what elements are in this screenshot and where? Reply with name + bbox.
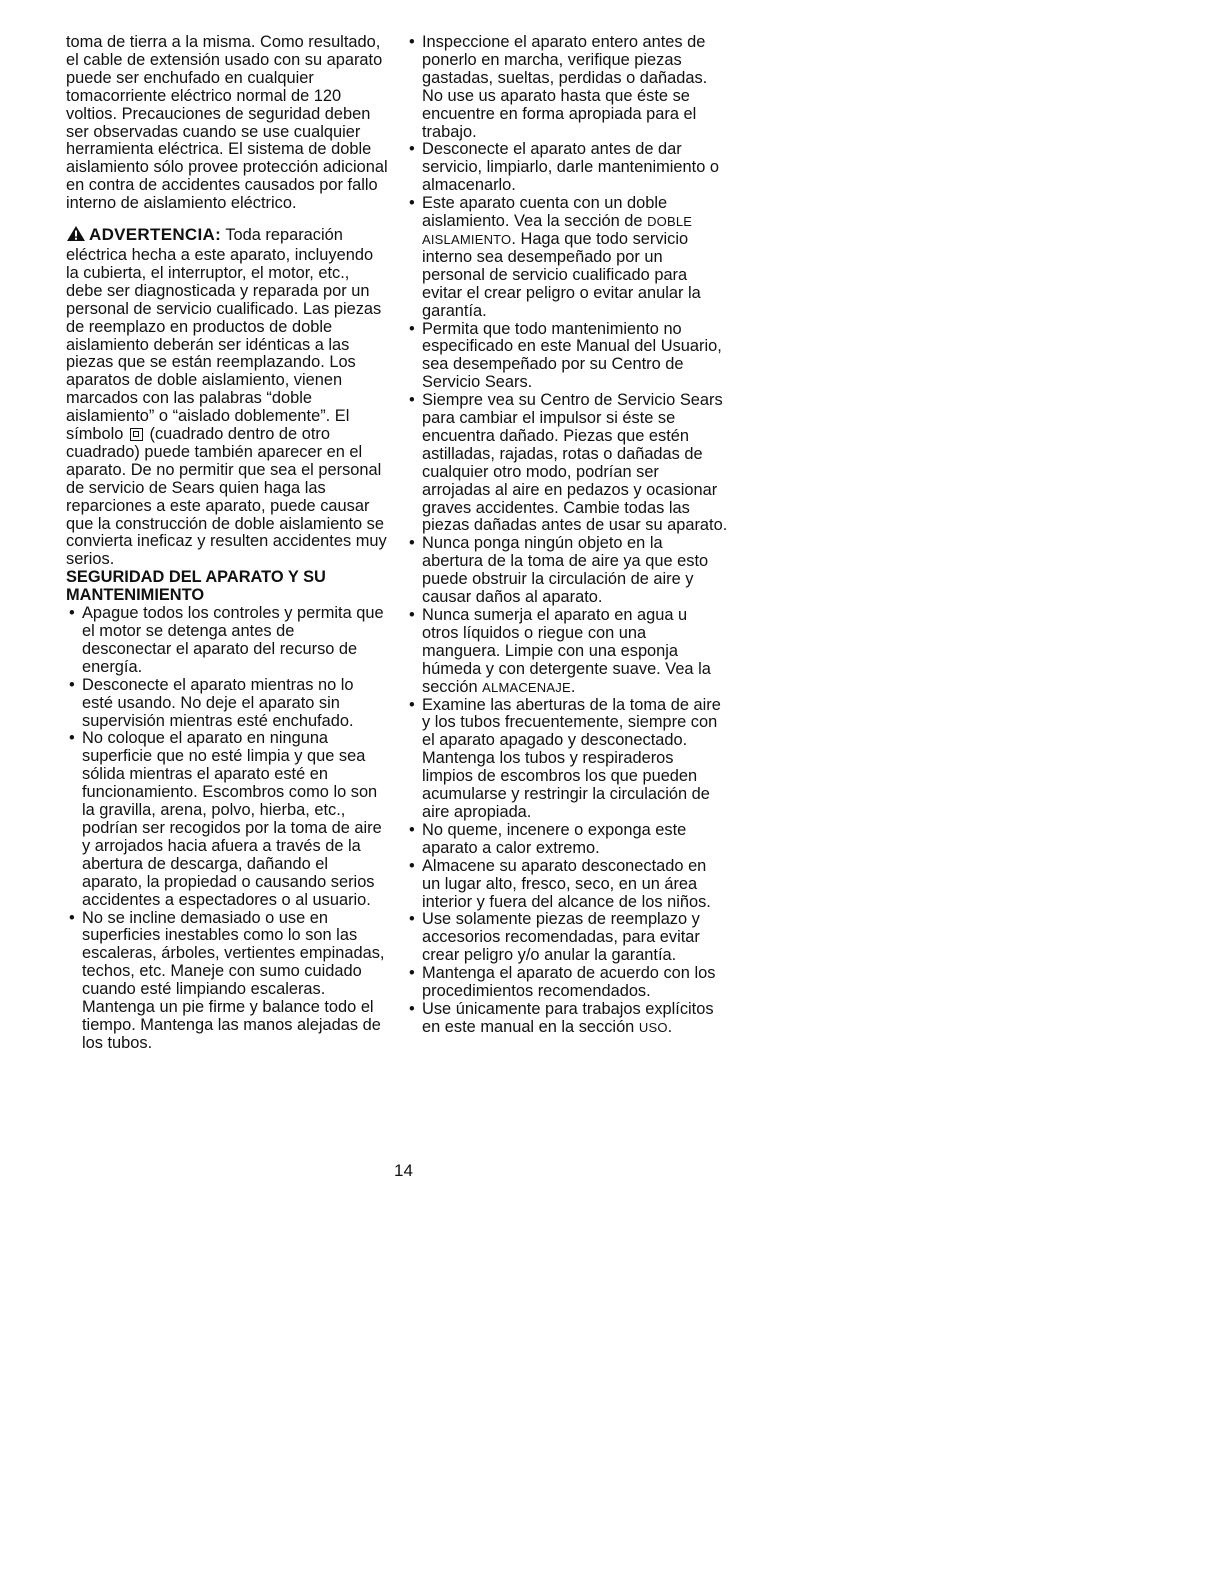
left-bullet-list (66, 605, 388, 1053)
left-column (66, 34, 388, 1053)
list-item (406, 1001, 728, 1037)
list-item: • Inspeccione el aparato entero antes de ponerlo en marcha, verifique piezas gastadas, sueltas, perdidas o dañadas. No use us aparato hasta que éste se encuentre en forma apropiada para el trabajo. (406, 34, 728, 141)
page-number: 14 (394, 1161, 413, 1180)
list-item-text: . (570, 677, 576, 696)
list-item: • No se incline demasiado o use en superficies inestables como lo son las escaleras, árboles, vertientes empinadas, techos, etc. Maneje con sumo cuidado cuando esté limpiando escaleras. Mantenga un pie firme y balance todo el tiempo. Mantenga las manos alejadas de los tubos. (66, 910, 388, 1053)
list-item: • Apague todos los controles y permita que el motor se detenga antes de desconectar el aparato del recurso de energía. (66, 605, 388, 677)
list-item: • No coloque el aparato en ninguna superficie que no esté limpia y que sea sólida mientras el aparato esté en funcionamiento. Escombros como lo son la gravilla, arena, polvo, hierba, etc., podrían ser recogidos por la toma de aire y arrojados hacia afuera a través de la abertura de descarga, dañando el aparato, la propiedad o causando serios accidentes a espectadores o al usuario. (66, 730, 388, 909)
warning-triangle-icon (66, 225, 86, 247)
section-reference: DOBLE AISLAMIENTO (422, 214, 693, 247)
list-item (406, 195, 728, 320)
list-item-text: Use únicamente para trabajos explícitos en este manual en la sección (422, 999, 714, 1036)
section-reference: ALMACENAJE (482, 679, 571, 695)
list-item-text: Nunca sumerja el aparato en agua u otros líquidos o riegue con una manguera. Limpie con una esponja húmeda y con detergente suave. Vea la sección (422, 606, 711, 696)
section-reference: USO (638, 1019, 668, 1035)
list-item: • Use solamente piezas de reemplazo y accesorios recomendadas, para evitar crear peligro y/o anular la garantía. (406, 911, 728, 965)
section-heading: SEGURIDAD DEL APARATO Y SU MANTENIMIENTO (66, 568, 326, 605)
list-item-text: . Haga que todo servicio interno sea desempeñado por un personal de servicio cualificado para evitar el crear peligro o evitar anular la garantía. (422, 229, 701, 320)
list-item: • Desconecte el aparato antes de dar servicio, limpiarlo, darle mantenimiento o almacenarlo. (406, 141, 728, 195)
warning-text-part1: Toda reparación eléctrica hecha a este aparato, incluyendo la cubierta, el interruptor, el motor, etc., debe ser diagnosticada y reparada por un personal de servicio cualificado. Las piezas de reemplazo en productos de doble aislamiento deberán ser idénticas a las piezas que se están reemplazando. Los aparatos de doble aislamiento, vienen marcados con las palabras “doble aislamiento” o “aislado doblemente”. El símbolo (66, 226, 382, 444)
list-item: • Examine las aberturas de la toma de aire y los tubos frecuentemente, siempre con el aparato apagado y desconectado. Mantenga los tubos y respiraderos limpios de escombros los que pueden acumularse y restringir la circulación de aire apropiada. (406, 697, 728, 822)
list-item-text: . (667, 1017, 673, 1036)
right-bullet-list (406, 34, 728, 1037)
right-column (406, 34, 728, 1037)
list-item: • Siempre vea su Centro de Servicio Sears para cambiar el impulsor si éste se encuentra dañado. Piezas que estén astilladas, rajadas, rotas o dañadas de cualquier otro modo, podrían ser arrojadas al aire en pedazos y ocasionar graves accidentes. Cambie todas las piezas dañadas antes de usar su aparato. (406, 392, 728, 535)
list-item-text: Este aparato cuenta con un doble aislamiento. Vea la sección de (422, 194, 668, 231)
warning-text-part2: (cuadrado dentro de otro cuadrado) puede también aparecer en el aparato. De no permitir que sea el personal de servicio de Sears quien haga las reparciones a este aparato, puede causar que la construcción de doble aislamiento se convierta ineficaz y resulten accidentes muy serios. (66, 425, 387, 569)
intro-paragraph: toma de tierra a la misma. Como resultado, el cable de extensión usado con su aparato puede ser enchufado en cualquier tomacorriente eléctrico normal de 120 voltios. Precauciones de seguridad deben ser observadas cuando se use cualquier herramienta eléctrica. El sistema de doble aislamiento sólo provee protección adicional en contra de accidentes causados por fallo interno de aislamiento eléctrico. (66, 33, 388, 213)
list-item: • Permita que todo mantenimiento no especificado en este Manual del Usuario, sea desempeñado por su Centro de Servicio Sears. (406, 321, 728, 393)
list-item: • Almacene su aparato desconectado en un lugar alto, fresco, seco, en un área interior y fuera del alcance de los niños. (406, 858, 728, 912)
list-item: • Desconecte el aparato mientras no lo esté usando. No deje el aparato sin supervisión mientras esté enchufado. (66, 677, 388, 731)
list-item: • Nunca ponga ningún objeto en la abertura de la toma de aire ya que esto puede obstruir la circulación de aire y causar daños al aparato. (406, 535, 728, 607)
double-insulation-symbol-icon (130, 428, 143, 441)
warning-paragraph (66, 225, 388, 569)
list-item: • Mantenga el aparato de acuerdo con los procedimientos recomendados. (406, 965, 728, 1001)
list-item: • No queme, incenere o exponga este aparato a calor extremo. (406, 822, 728, 858)
warning-label: ADVERTENCIA: (89, 225, 222, 245)
list-item (406, 607, 728, 697)
